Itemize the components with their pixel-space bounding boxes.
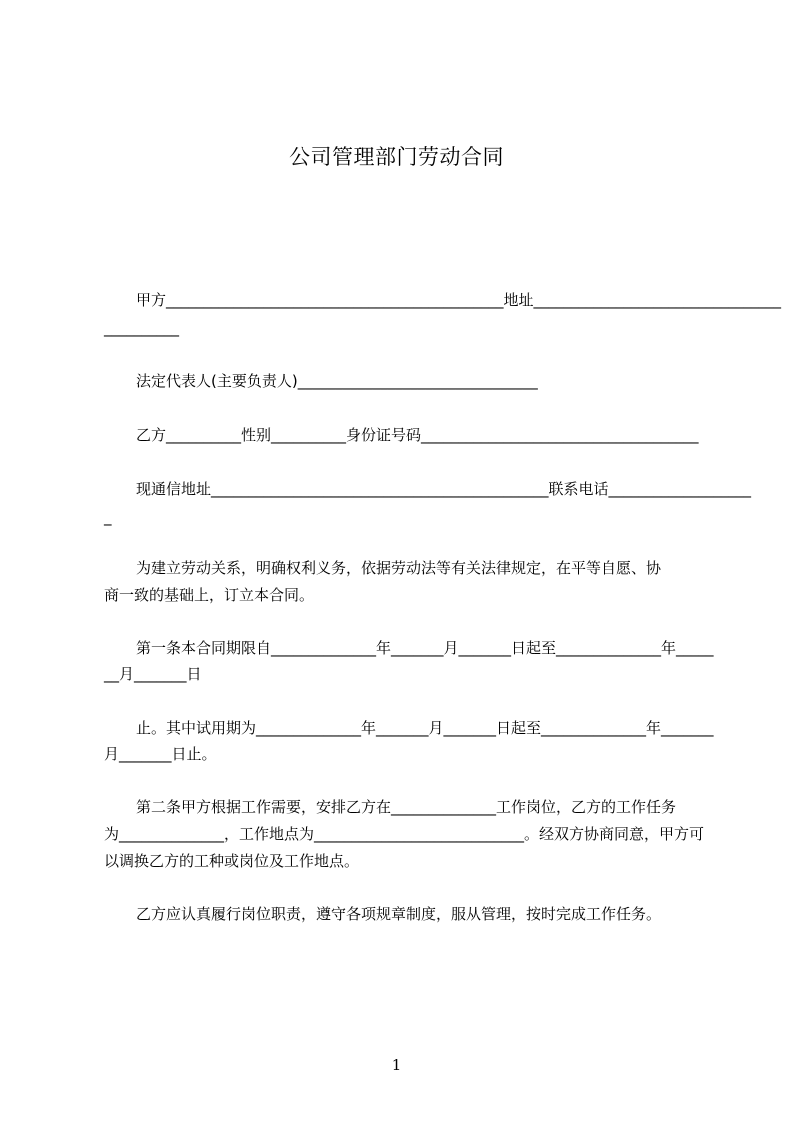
duties-line: 乙方应认真履行岗位职责，遵守各项规章制度，服从管理，按时完成工作任务。 [136,905,662,923]
article-1-line-2: __月_______日 [104,665,202,683]
article-1-line-1: 第一条本合同期限自______________年_______月_______日起至______________年_____ [136,639,714,657]
page-number: 1 [391,1056,402,1074]
probation-line-2: 月_______日止。 [104,745,217,763]
preamble-line-1: 为建立劳动关系，明确权利义务，依据劳动法等有关法律规定，在平等自愿、协 [136,559,662,577]
page-title: 公司管理部门劳动合同 [289,145,504,169]
article-2-line-1: 第二条甲方根据工作需要，安排乙方在______________工作岗位，乙方的工作任务 [136,798,677,816]
party-b-line: 乙方__________性别__________身份证号码_____________________________________ [136,426,699,444]
party-a-line-cont: __________ [104,319,179,337]
party-a-line: 甲方_____________________________________________地址_________________________________ [136,291,782,309]
article-2-line-2: 为______________，工作地点为____________________________。经双方协商同意，甲方可 [104,825,705,843]
address-phone-line: 现通信地址_____________________________________________联系电话___________________ [136,480,752,498]
legal-representative-line: 法定代表人(主要负责人)________________________________ [136,372,538,390]
address-phone-line-cont: _ [104,508,112,526]
probation-line-1: 止。其中试用期为______________年_______月_______日起至______________年_______ [136,719,714,737]
preamble-line-2: 商一致的基础上，订立本合同。 [104,586,315,604]
article-2-line-3: 以调换乙方的工种或岗位及工作地点。 [104,852,360,870]
